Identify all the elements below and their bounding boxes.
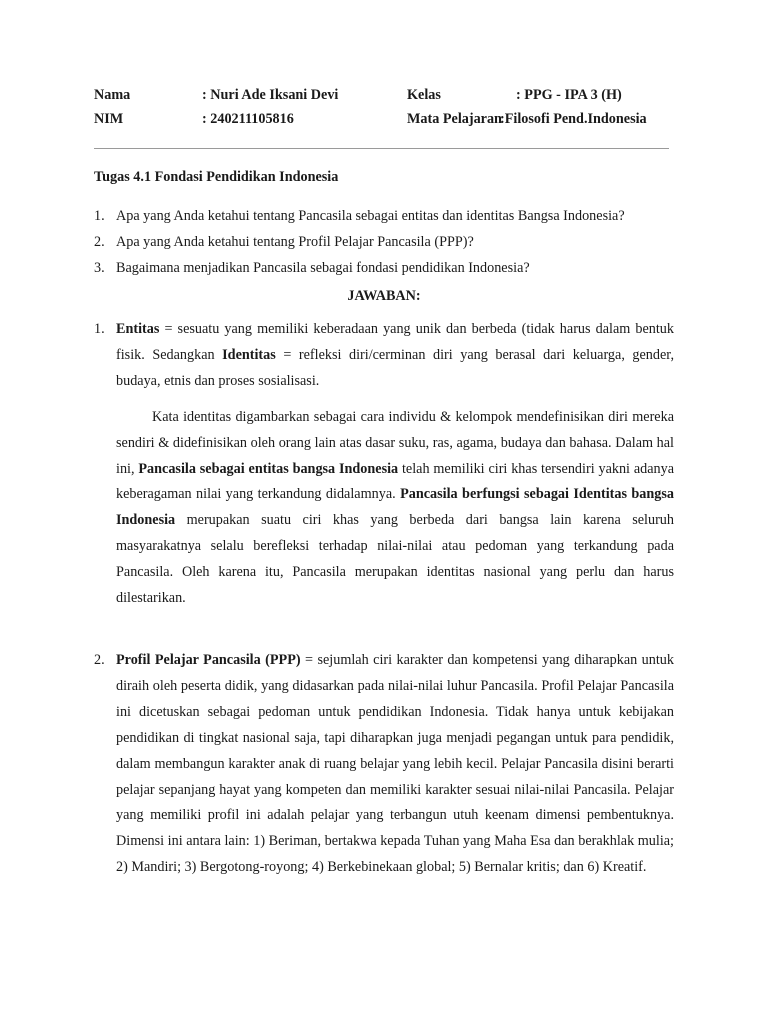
answer-number: 1. xyxy=(94,321,105,337)
nim-label: NIM xyxy=(94,111,124,127)
answer-2-paragraph xyxy=(116,648,674,881)
jawaban-heading: JAWABAN: xyxy=(347,288,421,304)
bold-phrase: Pancasila berfungsi sebagai Identitas bangsa Indonesia xyxy=(116,486,674,529)
answer-1-definition xyxy=(116,317,674,395)
question-item xyxy=(94,255,674,281)
kelas-value: : PPG - IPA 3 (H) xyxy=(516,87,622,103)
question-number: 2. xyxy=(94,234,105,250)
paragraph-text: Kata identitas digambarkan sebagai cara individu & kelompok mendefinisikan diri mereka sendiri & didefinisikan oleh orang lain atas dasar suku, ras, agama, budaya dan bahasa. Dalam hal ini, xyxy=(116,408,674,477)
document-body xyxy=(94,167,674,881)
nama-value: : Nuri Ade Iksani Devi xyxy=(202,87,339,103)
header-info xyxy=(94,87,684,135)
nim-value: : 240211105816 xyxy=(202,111,294,127)
question-item xyxy=(94,203,674,229)
question-number: 3. xyxy=(94,260,105,276)
mapel-value: :Filosofi Pend.Indonesia xyxy=(500,111,647,127)
answer-1-paragraph xyxy=(116,405,674,612)
definition-text: = refleksi diri/cerminan diri yang berasal dari keluarga, gender, budaya, etnis dan proses sosialisasi. xyxy=(116,346,674,389)
answer-2 xyxy=(94,648,674,881)
paragraph-text: merupakan suatu ciri khas yang berbeda dari bangsa lain karena seluruh masyarakatnya selalu berefleksi terhadap nilai-nilai atau pedoman yang terkandung pada Pancasila. Oleh karena itu, Pancasila merupakan identitas nasional yang perlu dan harus dilestarikan. xyxy=(116,512,674,607)
question-text: Apa yang Anda ketahui tentang Profil Pelajar Pancasila (PPP)? xyxy=(116,234,474,250)
header-row-2 xyxy=(94,111,684,135)
nama-label: Nama xyxy=(94,87,131,103)
mapel-label: Mata Pelajaran xyxy=(407,111,502,127)
definition-text: = sesuatu yang memiliki keberadaan yang unik dan berbeda (tidak harus dalam bentuk fisik. Sedangkan xyxy=(116,321,674,363)
term-ppp: Profil Pelajar Pancasila (PPP) xyxy=(116,651,301,668)
paragraph-text: telah memiliki ciri khas tersendiri yakni adanya keberagaman nilai yang terkandung didalamnya. xyxy=(116,460,675,503)
question-text: Apa yang Anda ketahui tentang Pancasila sebagai entitas dan identitas Bangsa Indonesia? xyxy=(116,208,625,224)
page-title: Tugas 4.1 Fondasi Pendidikan Indonesia xyxy=(94,169,339,185)
answer-1 xyxy=(94,317,674,612)
paragraph-text: = sejumlah ciri karakter dan kompetensi yang diharapkan untuk diraih oleh peserta didik, yang didasarkan pada nilai-nilai luhur Pancasila. Profil Pelajar Pancasila ini dicetuskan sebagai pedoman untuk pendidikan Indonesia. Tidak hanya untuk kebijakan pendidikan di tingkat nasional saja, tapi diharapkan juga menjadi pegangan untuk para pendidik, dalam membangun karakter anak di ruang belajar yang lebih kecil. Pelajar Pancasila disini berarti pelajar sepanjang hayat yang kompeten dan memiliki karakter sesuai nilai-nilai Pancasila. Pelajar yang memiliki profil ini adalah pelajar yang terbangun utuh keenam dimensi pembentuknya. Dimensi ini antara lain: 1) Beriman, bertakwa kepada Tuhan yang Maha Esa dan berakhlak mulia; 2) Mandiri; 3) Bergotong-royong; 4) Berkebinekaan global; 5) Bernalar kritis; dan 6) Kreatif. xyxy=(116,651,674,876)
question-item xyxy=(94,229,674,255)
question-text: Bagaimana menjadikan Pancasila sebagai fondasi pendidikan Indonesia? xyxy=(116,260,530,276)
header-row-1 xyxy=(94,87,684,111)
bold-phrase: Pancasila sebagai entitas bangsa Indonesia xyxy=(138,460,399,477)
kelas-label: Kelas xyxy=(407,87,441,103)
answer-number: 2. xyxy=(94,651,105,668)
term-identitas: Identitas xyxy=(222,346,276,363)
question-list xyxy=(94,203,674,281)
header-divider xyxy=(94,148,669,149)
term-entitas: Entitas xyxy=(116,321,160,337)
question-number: 1. xyxy=(94,208,105,224)
